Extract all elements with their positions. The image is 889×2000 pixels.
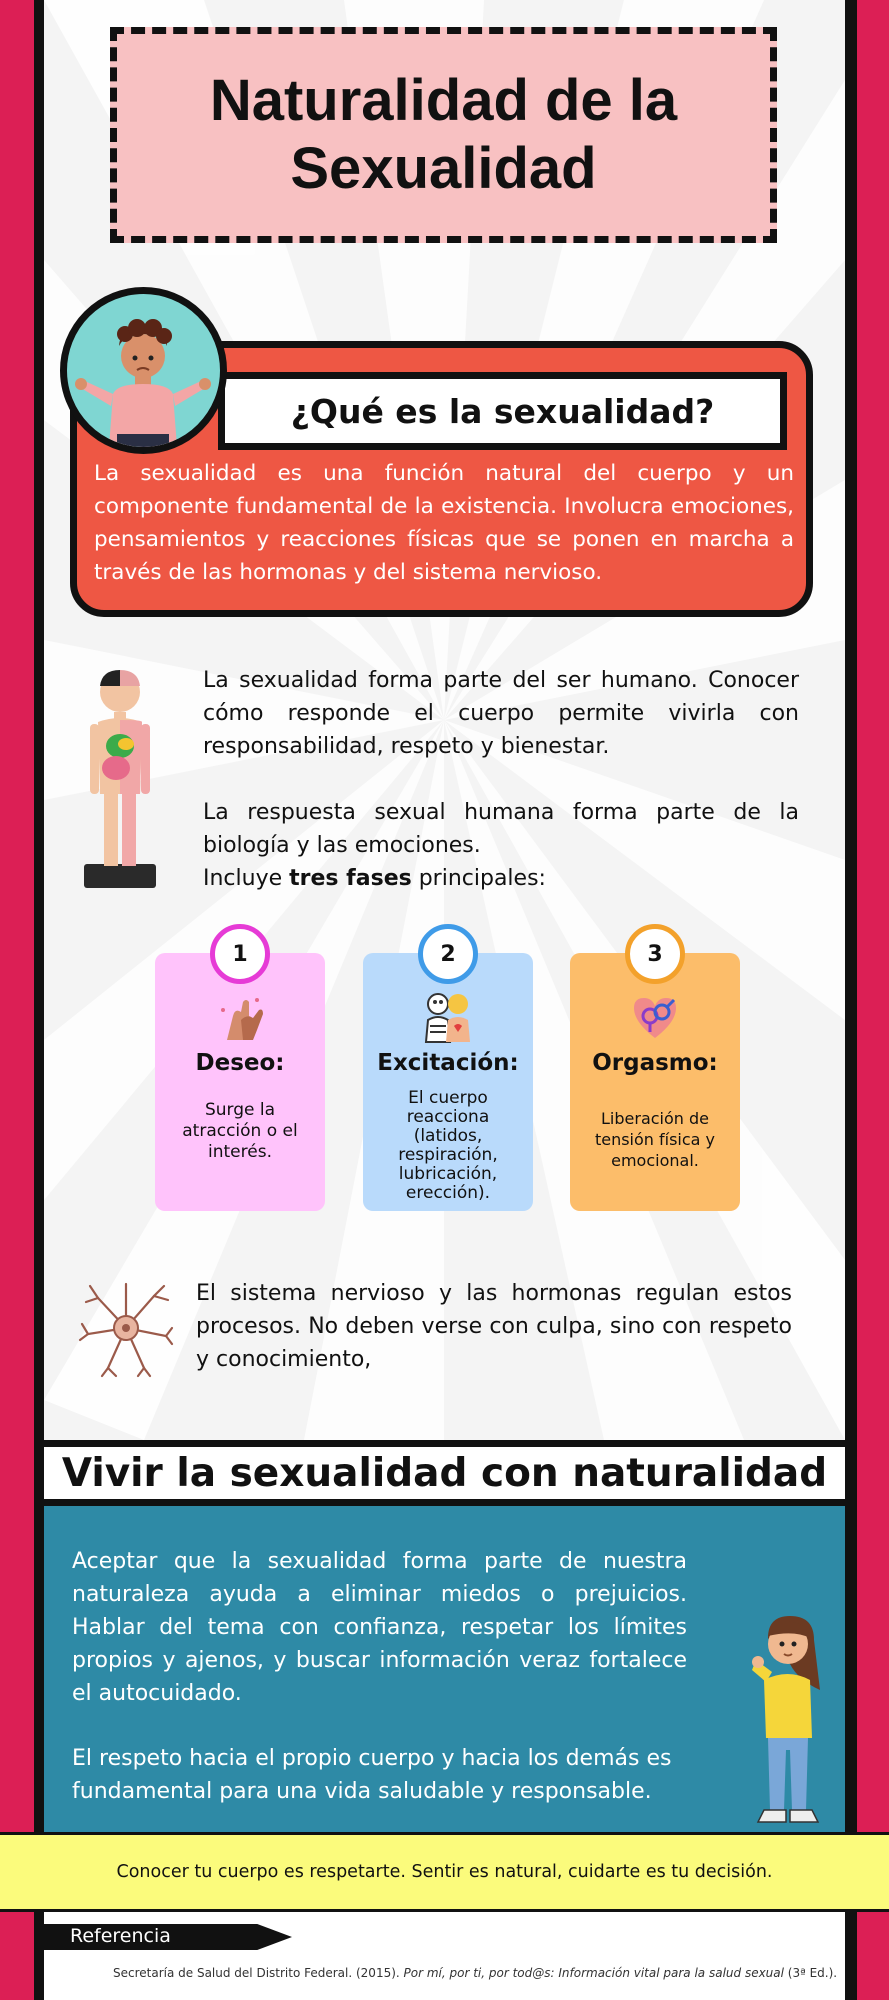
phase-description-2: El cuerpo reacciona (latidos, respiración, lubricación, erección). — [398, 1088, 498, 1203]
phase-number-2: 2 — [418, 924, 478, 984]
reference-citation — [113, 1966, 838, 1980]
phase-number-3: 3 — [625, 924, 685, 984]
right-stripe — [857, 0, 889, 2000]
phase-title-2: Excitación: — [377, 1050, 519, 1076]
question-title: ¿Qué es la sexualidad? — [290, 391, 715, 431]
phase-number-1: 1 — [210, 924, 270, 984]
reference-citation-prefix: Secretaría de Salud del Distrito Federal. (2015). — [113, 1966, 404, 1980]
title-box — [110, 27, 777, 243]
human-anatomy-icon — [78, 664, 162, 894]
intro-phases-suffix: principales: — [411, 866, 546, 891]
left-border — [34, 0, 44, 2000]
question-body: La sexualidad es una función natural del cuerpo y un componente fundamental de la existencia. Involucra emociones, pensamientos y reacciones físicas que se ponen en marcha a través de las hormonas y del sistema nervioso. — [94, 461, 794, 585]
section2-header — [44, 1440, 845, 1506]
section2-title: Vivir la sexualidad con naturalidad — [61, 1450, 828, 1496]
nervous-system-paragraph: El sistema nervioso y las hormonas regulan estos procesos. No deben verse con culpa, sino con respeto y conocimiento, — [196, 1281, 792, 1372]
section2-paragraph-1: Aceptar que la sexualidad forma parte de nuestra naturaleza ayuda a eliminar miedos o prejuicios. Hablar del tema con confianza, respetar los límites propios y ajenos, y buscar información veraz fortalece el autocuidado. — [72, 1549, 687, 1706]
boy-shrug-avatar-icon — [60, 287, 227, 454]
closing-banner — [0, 1832, 889, 1912]
neuron-icon — [78, 1278, 174, 1380]
intro-paragraph-1: La sexualidad forma parte del ser humano. Conocer cómo responde el cuerpo permite vivirla con responsabilidad, respeto y bienestar. — [203, 668, 799, 759]
intro-phases-bold: tres fases — [289, 866, 412, 891]
intro-paragraph-2: La respuesta sexual humana forma parte de la biología y las emociones. — [203, 800, 799, 858]
intro-paragraph-3 — [203, 862, 799, 895]
gender-heart-icon — [628, 990, 682, 1044]
thinking-girl-icon — [728, 1610, 838, 1832]
closing-banner-text: Conocer tu cuerpo es respetarte. Sentir es natural, cuidarte es tu decisión. — [116, 1862, 773, 1882]
page-title: Naturalidad de la Sexualidad — [209, 68, 678, 201]
hands-icon — [213, 990, 267, 1044]
phase-description-3: Liberación de tensión física y emocional. — [594, 1109, 716, 1170]
phase-description-1: Surge la atracción o el interés. — [182, 1100, 298, 1162]
phase-title-3: Orgasmo: — [592, 1050, 718, 1076]
right-border — [845, 0, 857, 2000]
question-header — [218, 372, 787, 450]
skeleton-heart-icon — [420, 990, 474, 1044]
intro-phases-prefix: Incluye — [203, 866, 290, 891]
phase-title-1: Deseo: — [195, 1050, 285, 1076]
reference-label: Referencia — [70, 1925, 171, 1947]
section2-paragraph-2: El respeto hacia el propio cuerpo y hacia los demás es fundamental para una vida saludable y responsable. — [72, 1746, 672, 1804]
left-stripe — [0, 0, 34, 2000]
reference-citation-title: Por mí, por ti, por tod@s: Información vital para la salud sexual — [403, 1966, 784, 1980]
reference-citation-suffix: (3ª Ed.). — [783, 1966, 838, 1980]
